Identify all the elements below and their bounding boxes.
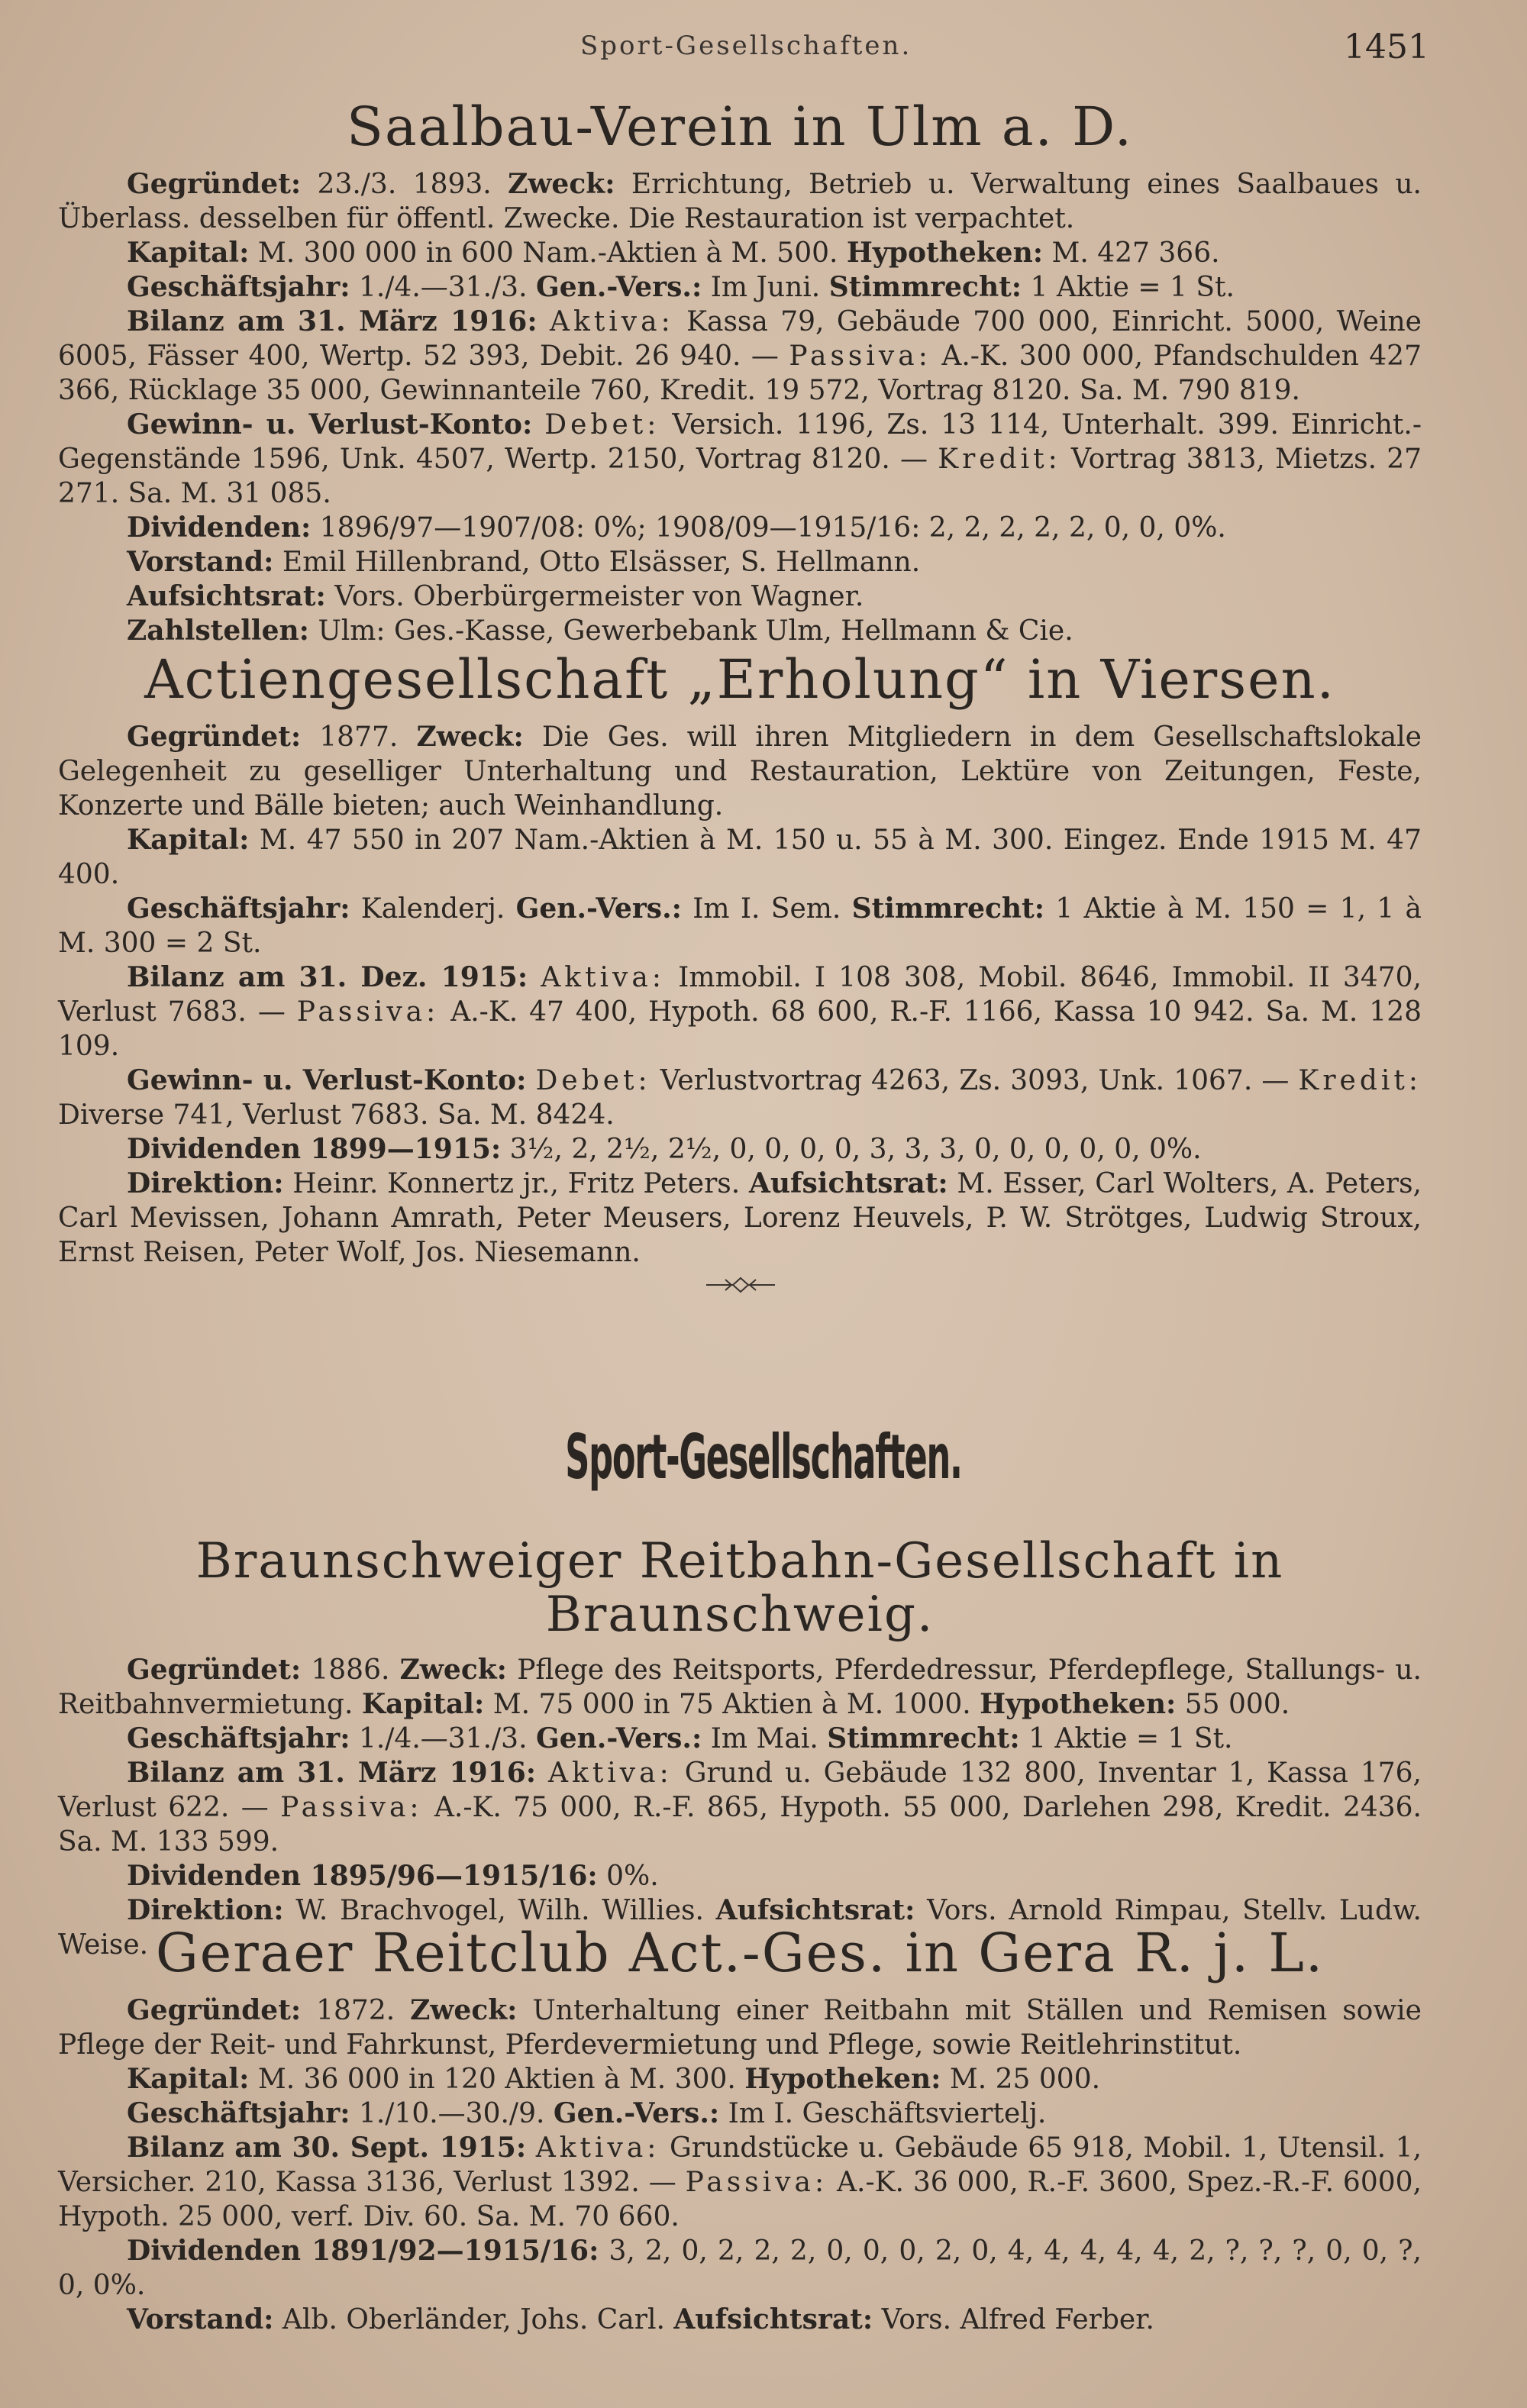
entry-line: Bilanz am 31. März 1916: Aktiva: Kassa 79, Gebäude 700 000, Einricht. 5000, Weine 6005, Fässer 400, Wertp. 52 393, Debit. 26 940. — Passiva: A.-K. 300 000, Pfandschulden 427 366, Rücklage 35 000, Gewinnanteile 760, Kredit. 19 572, Vortrag 8120. Sa. M. 790 819.: [58, 305, 1422, 406]
section-heading: Sport-Gesellschaften.: [565, 1422, 962, 1493]
entry-line: Geschäftsjahr: Kalenderj. Gen.-Vers.: Im I. Sem. Stimmrecht: 1 Aktie à M. 150 = 1, 1 à M. 300 = 2 St.: [58, 893, 1422, 959]
entry-braunschweig: [58, 1535, 1422, 1962]
company-title: Braunschweiger Reitbahn-Gesellschaft in Braunschweig.: [195, 1533, 1284, 1644]
entry-line: Direktion: Heinr. Konnertz jr., Fritz Peters. Aufsichtsrat: M. Esser, Carl Wolters, A. Peters, Carl Mevissen, Johann Amrath, Peter Meusers, Lorenz Heuvels, P. W. Strötges, Ludwig Stroux, Ernst Reisen, Peter Wolf, Jos. Niesemann.: [58, 1167, 1422, 1268]
running-head: Sport-Gesellschaften.: [580, 31, 912, 61]
entry-saalbau: [58, 95, 1422, 648]
entry-line: Gegründet: 23./3. 1893. Zweck: Errichtung, Betrieb u. Verwaltung eines Saalbaues u. Überlass. desselben für öffentl. Zwecke. Die Restauration ist verpachtet.: [58, 168, 1422, 234]
entry-line: Dividenden 1899—1915: 3½, 2, 2½, 2½, 0, 0, 0, 0, 3, 3, 3, 0, 0, 0, 0, 0, 0%.: [127, 1133, 1202, 1165]
entry-line: Bilanz am 30. Sept. 1915: Aktiva: Grundstücke u. Gebäude 65 918, Mobil. 1, Utensil. 1, Versicher. 210, Kassa 3136, Verlust 1392. — Passiva: A.-K. 36 000, R.-F. 3600, Spez.-R.-F. 6000, Hypoth. 25 000, verf. Div. 60. Sa. M. 70 660.: [58, 2132, 1422, 2232]
entry-line: Kapital: M. 36 000 in 120 Aktien à M. 300. Hypotheken: M. 25 000.: [127, 2063, 1101, 2095]
entry-line: Dividenden: 1896/97—1907/08: 0%; 1908/09—1915/16: 2, 2, 2, 2, 2, 0, 0, 0%.: [127, 512, 1226, 544]
entry-line: Kapital: M. 47 550 in 207 Nam.-Aktien à M. 150 u. 55 à M. 300. Eingez. Ende 1915 M. 47 400.: [58, 824, 1422, 890]
entry-line: Direktion: W. Brachvogel, Wilh. Willies. Aufsichtsrat: Vors. Arnold Rimpau, Stellv. Ludw. Weise.: [58, 1893, 1422, 1961]
entry-line: Aufsichtsrat: Vors. Oberbürgermeister von Wagner.: [127, 580, 864, 612]
entry-line: Gewinn- u. Verlust-Konto: Debet: Versich. 1196, Zs. 13 114, Unterhalt. 399. Einricht.-Gegenstände 1596, Unk. 4507, Wertp. 2150, Vortrag 8120. — Kredit: Vortrag 3813, Mietzs. 27 271. Sa. M. 31 085.: [58, 408, 1422, 509]
entry-gera: [58, 1924, 1422, 2337]
entry-line: Kapital: M. 300 000 in 600 Nam.-Aktien à M. 500. Hypotheken: M. 427 366.: [127, 237, 1220, 269]
entry-line: Bilanz am 31. März 1916: Aktiva: Grund u. Gebäude 132 800, Inventar 1, Kassa 176, Verlust 622. — Passiva: A.-K. 75 000, R.-F. 865, Hypoth. 55 000, Darlehen 298, Kredit. 2436. Sa. M. 133 599.: [58, 1756, 1422, 1858]
entry-line: Gewinn- u. Verlust-Konto: Debet: Verlustvortrag 4263, Zs. 3093, Unk. 1067. — Kredit: Diverse 741, Verlust 7683. Sa. M. 8424.: [58, 1064, 1422, 1131]
company-title: Geraer Reitclub Act.-Ges. in Gera R. j. L.: [155, 1922, 1325, 1984]
entry-line: Gegründet: 1886. Zweck: Pflege des Reitsports, Pferdedressur, Pferdepflege, Stallungs- u. Reitbahnvermietung. Kapital: M. 75 000 in 75 Aktien à M. 1000. Hypotheken: 55 000.: [58, 1653, 1422, 1720]
entry-line: Zahlstellen: Ulm: Ges.-Kasse, Gewerbebank Ulm, Hellmann & Cie.: [127, 615, 1073, 647]
entry-line: Geschäftsjahr: 1./10.—30./9. Gen.-Vers.: Im I. Geschäftsviertelj.: [127, 2097, 1047, 2129]
entry-line: Dividenden 1891/92—1915/16: 3, 2, 0, 2, 2, 2, 0, 0, 0, 2, 0, 4, 4, 4, 4, 4, 2, ?, ?, ?, 0, 0, ?, 0, 0%.: [58, 2235, 1422, 2301]
entry-line: Dividenden 1895/96—1915/16: 0%.: [127, 1859, 659, 1892]
company-title: Actiengesellschaft „Erholung“ in Viersen.: [144, 648, 1335, 711]
entry-line: Vorstand: Alb. Oberländer, Johs. Carl. Aufsichtsrat: Vors. Alfred Ferber.: [127, 2303, 1154, 2335]
entry-line: Bilanz am 31. Dez. 1915: Aktiva: Immobil. I 108 308, Mobil. 8646, Immobil. II 3470, Verlust 7683. — Passiva: A.-K. 47 400, Hypoth. 68 600, R.-F. 1166, Kassa 10 942. Sa. M. 128 109.: [58, 961, 1422, 1062]
entry-line: Gegründet: 1877. Zweck: Die Ges. will ihren Mitgliedern in dem Gesellschaftslokale Gelegenheit zu geselliger Unterhaltung und Restauration, Lektüre von Zeitungen, Feste, Konzerte und Bälle bieten; auch Weinhandlung.: [58, 721, 1422, 821]
entry-line: Vorstand: Emil Hillenbrand, Otto Elsässer, S. Hellmann.: [127, 546, 921, 578]
ornament-divider: [702, 1273, 779, 1296]
entry-line: Gegründet: 1872. Zweck: Unterhaltung einer Reitbahn mit Ställen und Remisen sowie Pflege der Reit- und Fahrkunst, Pferdevermietung und Pflege, sowie Reitlehrinstitut.: [58, 1994, 1422, 2061]
entry-line: Geschäftsjahr: 1./4.—31./3. Gen.-Vers.: Im Mai. Stimmrecht: 1 Aktie = 1 St.: [127, 1722, 1233, 1754]
company-title: Saalbau-Verein in Ulm a. D.: [346, 95, 1133, 158]
page-number: 1451: [1344, 27, 1429, 66]
entry-erholung: [58, 650, 1422, 1270]
entry-line: Geschäftsjahr: 1./4.—31./3. Gen.-Vers.: Im Juni. Stimmrecht: 1 Aktie = 1 St.: [127, 271, 1235, 303]
